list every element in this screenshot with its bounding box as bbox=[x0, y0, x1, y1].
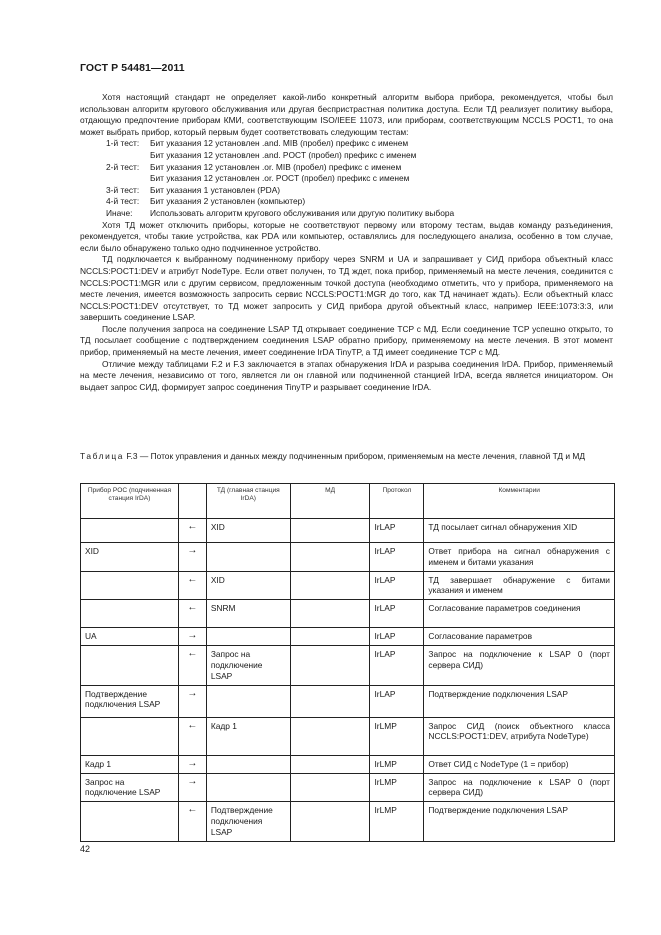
page-number: 42 bbox=[80, 844, 91, 854]
direction-arrow-icon: → bbox=[178, 628, 206, 646]
cell-comment: Подтверждение подключения LSAP bbox=[424, 685, 615, 717]
table-caption-text: F.3 — Поток управления и данных между подчиненным прибором, применяемым на месте лечения, главной ТД и МД bbox=[124, 451, 586, 461]
cell-poc bbox=[81, 802, 179, 841]
cell-md bbox=[290, 628, 370, 646]
test-text: Бит указания 12 установлен .or. POCT (пробел) префикс с именем bbox=[150, 173, 410, 184]
header-direction bbox=[178, 484, 206, 519]
test-label bbox=[80, 173, 150, 185]
table-row bbox=[81, 802, 615, 841]
cell-td bbox=[206, 543, 290, 572]
cell-poc: Кадр 1 bbox=[81, 755, 179, 773]
table-row bbox=[81, 685, 615, 717]
paragraph: После получения запроса на соединение LSAP ТД открывает соединение TCP с МД. Если соединение TCP успешно открыто, то ТД посылает сообщение с подтверждением соединения LSAP обратно прибору, применяемому на месте лечения. В этот момент прибор, применяемый на месте лечения, имеет соединение IrDA TinyTP, а ТД имеет соединение TCP с МД. bbox=[80, 323, 613, 358]
cell-comment: Ответ прибора на сигнал обнаружения с именем и битами указания bbox=[424, 543, 615, 572]
table-row bbox=[81, 773, 615, 802]
test-label: 2-й тест: bbox=[106, 161, 140, 172]
cell-poc bbox=[81, 717, 179, 755]
cell-td: Подтверждение подключения LSAP bbox=[206, 802, 290, 841]
cell-poc bbox=[81, 571, 179, 600]
cell-md bbox=[290, 519, 370, 543]
table-row bbox=[81, 600, 615, 628]
cell-td bbox=[206, 755, 290, 773]
direction-arrow-icon: ← bbox=[178, 519, 206, 543]
test-label: Иначе: bbox=[106, 207, 133, 218]
test-text: Бит указания 12 установлен .or. MIB (пробел) префикс с именем bbox=[150, 161, 402, 172]
cell-protocol: IrLAP bbox=[370, 543, 424, 572]
cell-td bbox=[206, 628, 290, 646]
direction-arrow-icon: → bbox=[178, 773, 206, 802]
cell-comment: Подтверждение подключения LSAP bbox=[424, 802, 615, 841]
table-row bbox=[81, 717, 615, 755]
cell-comment: Запрос СИД (поиск объектного класса NCCLS:POCT1:DEV, атрибута NodeType) bbox=[424, 717, 615, 755]
direction-arrow-icon: → bbox=[178, 755, 206, 773]
cell-md bbox=[290, 685, 370, 717]
cell-poc bbox=[81, 519, 179, 543]
test-text: Бит указания 1 установлен (PDA) bbox=[150, 184, 281, 195]
table-row bbox=[81, 543, 615, 572]
cell-comment: Ответ СИД с NodeType (1 = прибор) bbox=[424, 755, 615, 773]
cell-td bbox=[206, 773, 290, 802]
direction-arrow-icon: ← bbox=[178, 571, 206, 600]
test-row bbox=[80, 185, 613, 197]
cell-td: XID bbox=[206, 519, 290, 543]
test-text: Бит указания 12 установлен .and. MIB (пробел) префикс с именем bbox=[150, 138, 409, 149]
test-label bbox=[80, 150, 150, 162]
header-protocol: Протокол bbox=[370, 484, 424, 519]
direction-arrow-icon: → bbox=[178, 543, 206, 572]
table-caption-label: Таблица bbox=[80, 451, 125, 461]
cell-comment: Запрос на подключение к LSAP 0 (порт сервера СИД) bbox=[424, 646, 615, 685]
cell-poc: UA bbox=[81, 628, 179, 646]
header-md: МД bbox=[290, 484, 370, 519]
cell-protocol: IrLAP bbox=[370, 600, 424, 628]
cell-protocol: IrLAP bbox=[370, 646, 424, 685]
cell-poc bbox=[81, 600, 179, 628]
direction-arrow-icon: → bbox=[178, 685, 206, 717]
table-row bbox=[81, 519, 615, 543]
header-poc: Прибор POC (подчиненная станция IrDA) bbox=[81, 484, 179, 519]
cell-protocol: IrLAP bbox=[370, 628, 424, 646]
table-header-row bbox=[81, 484, 615, 519]
cell-protocol: IrLMP bbox=[370, 773, 424, 802]
direction-arrow-icon: ← bbox=[178, 600, 206, 628]
body-text bbox=[80, 92, 613, 393]
cell-md bbox=[290, 755, 370, 773]
paragraph: Хотя настоящий стандарт не определяет какой-либо конкретный алгоритм выбора прибора, рекомендуется, чтобы был использован алгоритм кругового обслуживания или другая беспристрастная политика доступа. Если ТД реализует политику выбора, отдающую предпочтение приборам КМИ, соответствующим ISO/IEEE 11073, или приборам, соответствующим NCCLS POCT1, то она может выбрать прибор, который первым будет соответствовать следующим тестам: bbox=[80, 92, 613, 137]
cell-protocol: IrLAP bbox=[370, 571, 424, 600]
cell-td: SNRM bbox=[206, 600, 290, 628]
test-row bbox=[80, 196, 613, 208]
cell-poc: Подтверждение подключения LSAP bbox=[81, 685, 179, 717]
cell-comment: Согласование параметров bbox=[424, 628, 615, 646]
cell-protocol: IrLMP bbox=[370, 802, 424, 841]
cell-comment: Согласование параметров соединения bbox=[424, 600, 615, 628]
test-text: Использовать алгоритм кругового обслуживания или другую политику выбора bbox=[150, 207, 455, 218]
cell-td bbox=[206, 685, 290, 717]
header-td: ТД (главная станция IrDA) bbox=[206, 484, 290, 519]
test-row bbox=[80, 150, 613, 162]
cell-poc: Запрос на подключение LSAP bbox=[81, 773, 179, 802]
paragraph: Хотя ТД может отключить приборы, которые не соответствуют первому или второму тестам, выдав команду разъединения, рекомендуется, чтобы такие устройства, как PDA или компьютер, оставлялись для последующего анализа, особенно в том случае, если было обнаружено только одно подчиненное устройство. bbox=[80, 219, 613, 253]
test-label: 3-й тест: bbox=[106, 184, 140, 195]
direction-arrow-icon: ← bbox=[178, 802, 206, 841]
direction-arrow-icon: ← bbox=[178, 646, 206, 685]
test-text: Бит указания 2 установлен (компьютер) bbox=[150, 196, 306, 207]
table-row bbox=[81, 755, 615, 773]
table-row bbox=[81, 628, 615, 646]
test-label: 1-й тест: bbox=[106, 138, 140, 149]
cell-comment: ТД посылает сигнал обнаружения XID bbox=[424, 519, 615, 543]
test-row bbox=[80, 138, 613, 150]
test-label: 4-й тест: bbox=[106, 196, 140, 207]
table-row bbox=[81, 646, 615, 685]
table-caption bbox=[80, 451, 613, 463]
cell-md bbox=[290, 717, 370, 755]
header-comments: Комментарии bbox=[424, 484, 615, 519]
cell-td: XID bbox=[206, 571, 290, 600]
cell-protocol: IrLMP bbox=[370, 717, 424, 755]
table-row bbox=[81, 571, 615, 600]
flow-table bbox=[80, 483, 615, 842]
cell-poc: XID bbox=[81, 543, 179, 572]
test-row bbox=[80, 162, 613, 174]
cell-md bbox=[290, 773, 370, 802]
cell-md bbox=[290, 600, 370, 628]
cell-md bbox=[290, 571, 370, 600]
cell-protocol: IrLMP bbox=[370, 755, 424, 773]
cell-protocol: IrLAP bbox=[370, 519, 424, 543]
document-header: ГОСТ Р 54481—2011 bbox=[80, 62, 185, 74]
cell-md bbox=[290, 646, 370, 685]
cell-td: Запрос на подключение LSAP bbox=[206, 646, 290, 685]
cell-comment: Запрос на подключение к LSAP 0 (порт сервера СИД) bbox=[424, 773, 615, 802]
cell-poc bbox=[81, 646, 179, 685]
cell-comment: ТД завершает обнаружение с битами указания и именем bbox=[424, 571, 615, 600]
cell-protocol: IrLAP bbox=[370, 685, 424, 717]
test-list bbox=[80, 138, 613, 219]
test-text: Бит указания 12 установлен .and. POCT (пробел) префикс с именем bbox=[150, 149, 417, 160]
paragraph: ТД подключается к выбранному подчиненному прибору через SNRM и UA и запрашивает у СИД прибора объектный класс NCCLS:POCT1:DEV и атрибут NodeType. Если ответ получен, то ТД ждет, пока прибор, применяемый на месте лечения, соединится с NCCLS:POCT1:MGR или с другим сервисом, предложенным точкой доступа (необходимо отметить, что у прибора, применяемого на месте лечения, имеется возможность запросить сервис NCCLS:POCT1:MGR до того, как ТД начинает ждать). Если объектный класс NCCLS:POCT1:DEV отсутствует, то ТД может запросить у СИД прибора другой объектный класс, например IEEE:1073:3:3, или завершить соединение LSAP. bbox=[80, 254, 613, 323]
test-row bbox=[80, 208, 613, 220]
paragraph: Отличие между таблицами F.2 и F.3 заключается в этапах обнаружения IrDA и разрыва соединения IrDA. Прибор, применяемый на месте лечения, независимо от того, является ли он главной или подчиненной станцией IrDA, всегда является инициатором. Он выдает запрос СИД, формирует запрос соединения TinyTP и разрывает соединение IrDA. bbox=[80, 358, 613, 392]
test-row bbox=[80, 173, 613, 185]
cell-md bbox=[290, 802, 370, 841]
cell-md bbox=[290, 543, 370, 572]
direction-arrow-icon: ← bbox=[178, 717, 206, 755]
cell-td: Кадр 1 bbox=[206, 717, 290, 755]
